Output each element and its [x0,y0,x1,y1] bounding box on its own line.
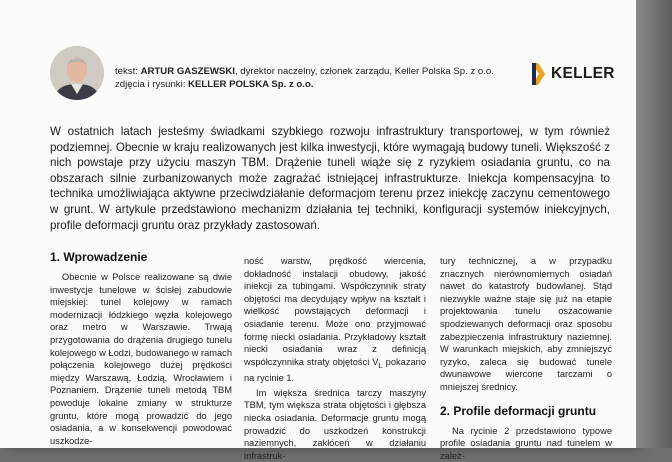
author-name: ARTUR GASZEWSKI [140,66,235,77]
section-heading-introduction: 1. Wprowadzenie [50,250,148,264]
keller-logo-icon [532,63,546,85]
column-1-paragraph: Obecnie w Polsce realizowane są dwie inwestycje tunelowe w ścisłej zabudowie miejskiej: tunel kolejowy w ramach modernizacji łódzkiego węzła kolejowego oraz metro w Warszawie. Trwają przygotowania do drążenia drugiego tunelu kolejowego w Łodzi, budowanego w ramach połączenia kolejowego dużej prędkości między Warszawą, Łodzią, Wrocławiem i Poznaniem. Drążenie tuneli metodą TBM powoduje lokalne zmiany w strukturze gruntu, które mogą prowadzić do jego osiadania, a w konsekwencji powodować uszkodze- [50,272,232,446]
author-credits [115,65,525,91]
column-1 [50,250,232,447]
column-2-paragraph-1 [244,255,426,385]
column-3 [440,255,612,462]
author-photo [50,46,104,100]
section-heading-profiles: 2. Profile deformacji gruntu [440,403,597,418]
photos-label: zdjęcia i rysunki: [115,79,189,90]
photos-credit: KELLER POLSKA Sp. z o.o. [188,79,314,90]
page-edge-shadow [636,0,672,448]
column-3-paragraph-2: Na rycinie 2 przedstawiono typowe profile osiadania gruntu nad tunelem w zależ- [440,425,612,461]
keller-logo-text: KELLER [551,65,615,82]
photos-line [115,78,525,91]
column-2-text: ność warstw, prędkość wiercenia, dokładność instalacji obudowy, jakość iniekcji za tubingami. Współczynnik straty objętości ma decydujący wpływ na kształt i wielkość powstających deformacji i osiadanie terenu. Może ono przyjmować formę niecki osiadania. Przykładowy kształt niecki osiadania wraz z definicją współczynnika straty objętości V [244,256,426,367]
column-3-paragraph-1: tury technicznej, a w przypadku znacznych nierównomiernych osiadań nawet do katastrofy budowlanej. Stąd niezwykle ważne staje się już na etapie projektowania tunelu oszacowanie spodziewanych deformacji oraz sposobu zabezpieczenia infrastruktury naziemnej. W warunkach miejskich, aby zmniejszyć ryzyko, zaleca się budować tunele dwunawowe wiercone tarczami o mniejszej średnicy. [440,256,612,392]
volume-loss-subscript: L [378,360,383,370]
author-label: tekst: [115,66,141,77]
author-portrait-icon [50,46,104,100]
author-role: , dyrektor naczelny, członek zarządu, Keller Polska Sp. z o.o. [234,66,494,77]
keller-logo [532,64,615,84]
article-lead: W ostatnich latach jesteśmy świadkami szybkiego rozwoju infrastruktury transportowej, w tym również podziemnej. Obecnie w kraju realizowanych jest kilka inwestycji, które wymagają budowy tuneli. Większość z nich powstaje przy użyciu maszyn TBM. Drążenie tuneli wiąże się z ryzykiem osiadania gruntu, co na obszarach silnie zurbanizowanych może zagrażać istniejącej infrastrukturze. Iniekcja kompensacyjna to technika umożliwiająca aktywne przeciwdziałanie deformacjom terenu przez iniekcję zaczynu cementowego w grunt. W artykule przedstawiono mechanizm działania tej techniki, konfiguracji systemów iniekcyjnych, profile deformacji gruntu oraz przykłady zastosowań. [50,125,610,232]
column-2-text-end: pokazano na rycinie 1. [244,356,427,384]
column-2-paragraph-2: Im większa średnica tarczy maszyny TBM, tym większa strata objętości i głębsza niecka osiadania. Deformacje gruntu mogą prowadzić do uszkodzeń konstrukcji naziemnych, zakłóceń w działaniu infrastruk- [244,387,426,461]
column-2 [244,255,426,462]
author-line [115,65,525,78]
